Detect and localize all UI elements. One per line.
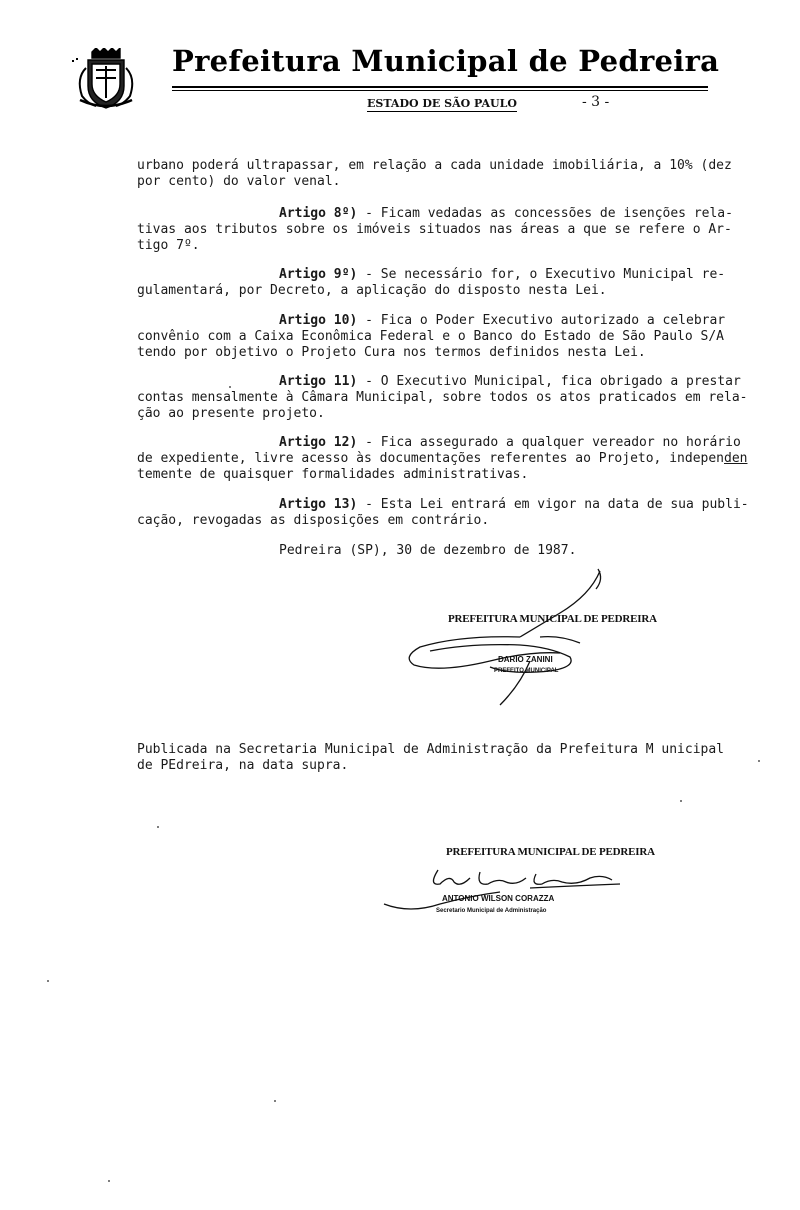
article-10-label: Artigo 10) [279, 313, 358, 328]
letterhead-state: ESTADO DE SÃO PAULO [367, 97, 517, 110]
scan-speck [680, 800, 682, 802]
scan-speck [274, 1100, 276, 1102]
text-line: por cento) do valor venal. [137, 174, 341, 189]
text-line: gulamentará, por Decreto, a aplicação do disposto nesta Lei. [137, 283, 607, 298]
article-11-label: Artigo 11) [279, 374, 358, 389]
scan-speck [47, 980, 49, 982]
article-8-label: Artigo 8º) [279, 206, 358, 221]
article-13-label: Artigo 13) [279, 497, 358, 512]
page-number: - 3 - [582, 94, 610, 110]
article-12-first-line [279, 435, 741, 451]
scan-speck [758, 760, 760, 762]
signer-role: PREFEITO MUNICIPAL [494, 668, 559, 674]
article-12-text: - Fica assegurado a qualquer vereador no horário [357, 435, 741, 450]
underlined-text: den [724, 451, 748, 466]
article-12-label: Artigo 12) [279, 435, 358, 450]
scan-speck [157, 826, 159, 828]
text-line: tivas aos tributos sobre os imóveis situados nas áreas a que se refere o Ar- [137, 222, 732, 237]
date-line: Pedreira (SP), 30 de dezembro de 1987. [279, 543, 577, 558]
text-line: tendo por objetivo o Projeto Cura nos termos definidos nesta Lei. [137, 345, 646, 360]
signature-scribble-icon [400, 565, 640, 710]
letterhead-title: Prefeitura Municipal de Pedreira [172, 44, 720, 78]
publication-line: de PEdreira, na data supra. [137, 758, 349, 773]
signature-stamp-org: PREFEITURA MUNICIPAL DE PEDREIRA [446, 846, 655, 858]
publication-line: Publicada na Secretaria Municipal de Administração da Prefeitura M unicipal [137, 742, 724, 757]
article-9-first-line [279, 267, 725, 283]
scan-speck [229, 386, 231, 388]
text-line: urbano poderá ultrapassar, em relação a cada unidade imobiliária, a 10% (dez [137, 158, 732, 173]
text-line: tigo 7º. [137, 238, 200, 253]
text-line: cação, revogadas as disposições em contrário. [137, 513, 490, 528]
article-13-first-line [279, 497, 749, 513]
text-segment: de expediente, livre acesso às documentações referentes ao Projeto, indepen [137, 451, 724, 466]
article-8-text: - Ficam vedadas as concessões de isenções rela- [357, 206, 733, 221]
letterhead-rule [172, 86, 708, 88]
text-line: ção ao presente projeto. [137, 406, 325, 421]
signer-role: Secretario Municipal de Administração [436, 908, 547, 914]
article-13-text: - Esta Lei entrará em vigor na data de sua publi- [357, 497, 749, 512]
text-line: temente de quaisquer formalidades administrativas. [137, 467, 529, 482]
article-10-text: - Fica o Poder Executivo autorizado a celebrar [357, 313, 726, 328]
article-10-first-line [279, 313, 725, 329]
article-9-text: - Se necessário for, o Executivo Municipal re- [357, 267, 726, 282]
letterhead-rule-thin [172, 90, 708, 91]
article-11-text: - O Executivo Municipal, fica obrigado a prestar [357, 374, 741, 389]
article-9-label: Artigo 9º) [279, 267, 358, 282]
text-line: convênio com a Caixa Econômica Federal e o Banco do Estado de São Paulo S/A [137, 329, 724, 344]
coat-of-arms-icon [70, 48, 142, 110]
article-8-first-line [279, 206, 733, 222]
text-line [137, 451, 747, 467]
text-line: contas mensalmente à Câmara Municipal, sobre todos os atos praticados em rela- [137, 390, 748, 405]
signer-name: DARIO ZANINI [498, 655, 553, 664]
signature-stamp-org: PREFEITURA MUNICIPAL DE PEDREIRA [448, 613, 657, 625]
article-11-first-line [279, 374, 741, 390]
scan-speck [108, 1180, 110, 1182]
signer-name: ANTONIO WILSON CORAZZA [442, 894, 555, 903]
